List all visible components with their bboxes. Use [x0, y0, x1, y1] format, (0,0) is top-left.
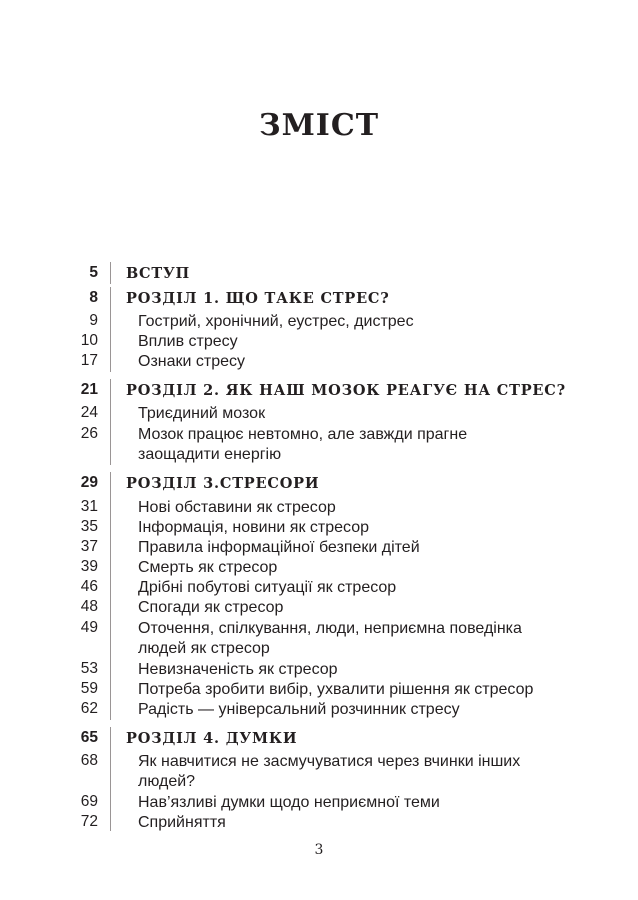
page-number: 3	[314, 842, 324, 858]
toc-entry-title-continued: людей?	[138, 773, 196, 790]
toc-page-number: 29	[80, 474, 98, 491]
toc-page-number: 5	[89, 264, 98, 281]
toc-page-number: 26	[80, 425, 98, 442]
toc-page-number: 53	[80, 660, 98, 677]
toc-entry-title-continued: людей як стресор	[138, 640, 270, 657]
toc-entry-title: Нав’язливі думки щодо неприємної теми	[138, 794, 440, 811]
toc-page-number: 59	[80, 680, 98, 697]
toc-page-number: 31	[80, 498, 98, 515]
toc-entry-title: Гострий, хронічний, еустрес, дистрес	[138, 313, 414, 330]
page-title: ЗМІСТ	[258, 108, 380, 143]
toc-entry-title: Оточення, спілкування, люди, неприємна поведінка	[138, 620, 522, 637]
toc-page-number: 17	[80, 352, 98, 369]
toc-page-number: 65	[80, 729, 98, 746]
toc-entry-title: Сприйняття	[138, 814, 226, 831]
toc-page-number: 72	[80, 813, 98, 830]
toc-entry-title: Потреба зробити вибір, ухвалити рішення як стресор	[138, 681, 534, 698]
toc-entry-title: Невизначеність як стресор	[138, 661, 338, 678]
toc-chapter-title: РОЗДІЛ 2. ЯК НАШ МОЗОК РЕАГУЄ НА СТРЕС?	[126, 382, 566, 399]
toc-entry-title: Як навчитися не засмучуватися через вчинки інших	[138, 753, 521, 770]
toc-chapter-title: РОЗДІЛ 1. ЩО ТАКЕ СТРЕС?	[126, 290, 390, 307]
toc-chapter-title: РОЗДІЛ 3.СТРЕСОРИ	[126, 475, 320, 492]
toc-page-number: 62	[80, 700, 98, 717]
toc-page-number: 69	[80, 793, 98, 810]
toc-entry-title: Правила інформаційної безпеки дітей	[138, 539, 420, 556]
toc-page-number: 9	[89, 312, 98, 329]
toc-divider-line	[110, 472, 111, 720]
toc-entry-title: Нові обставини як стресор	[138, 499, 336, 516]
toc-page-number: 68	[80, 752, 98, 769]
toc-page-number: 49	[80, 619, 98, 636]
toc-entry-title: Дрібні побутові ситуації як стресор	[138, 579, 397, 596]
toc-entry-title: Інформація, новини як стресор	[138, 519, 370, 536]
toc-page-number: 37	[80, 538, 98, 555]
toc-entry-title: Смерть як стресор	[138, 559, 278, 576]
toc-page-number: 10	[80, 332, 98, 349]
toc-page-number: 24	[80, 404, 98, 421]
toc-chapter-title: ВСТУП	[126, 265, 191, 282]
toc-entry-title: Вплив стресу	[138, 333, 238, 350]
toc-entry-title: Радість — універсальний розчинник стресу	[138, 701, 460, 718]
toc-divider-line	[110, 727, 111, 831]
toc-divider-line	[110, 287, 111, 372]
toc-page-number: 46	[80, 578, 98, 595]
toc-page-number: 48	[80, 598, 98, 615]
toc-divider-line	[110, 379, 111, 465]
toc-page-number: 35	[80, 518, 98, 535]
toc-entry-title: Триєдиний мозок	[138, 405, 266, 422]
toc-chapter-title: РОЗДІЛ 4. ДУМКИ	[126, 730, 298, 747]
toc-entry-title: Спогади як стресор	[138, 599, 284, 616]
toc-entry-title: Ознаки стресу	[138, 353, 246, 370]
toc-page-number: 39	[80, 558, 98, 575]
toc-entry-title-continued: заощадити енергію	[138, 446, 282, 463]
toc-divider-line	[110, 262, 111, 284]
toc-entry-title: Мозок працює невтомно, але завжди прагне	[138, 426, 468, 443]
toc-page-number: 21	[80, 381, 98, 398]
toc-page-number: 8	[89, 289, 98, 306]
